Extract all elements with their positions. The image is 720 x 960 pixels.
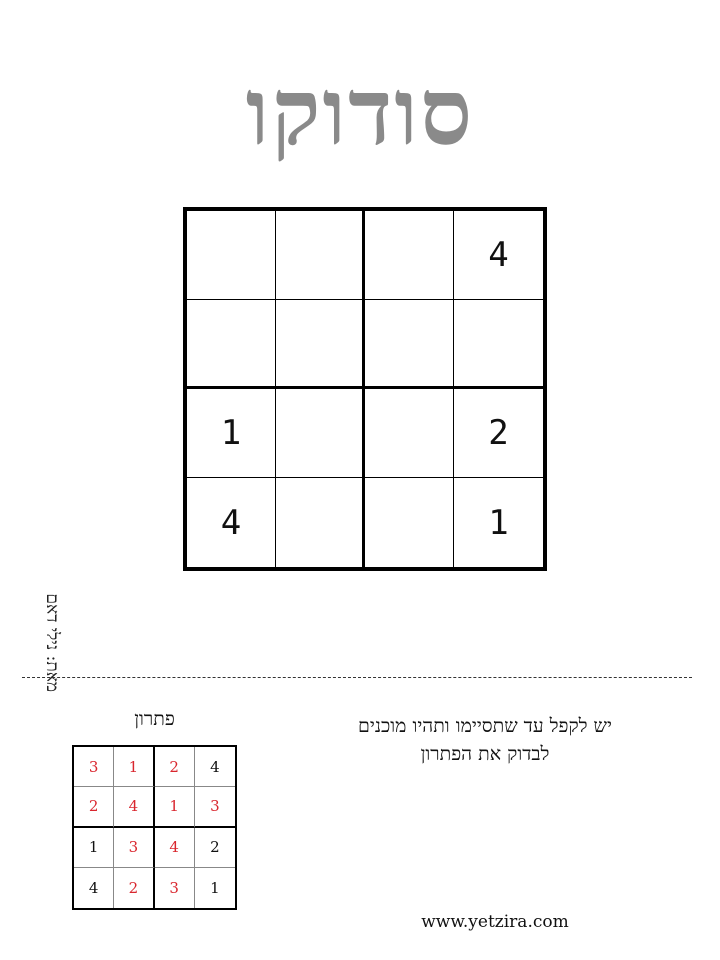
page-title: סודוקו — [245, 58, 475, 166]
solution-cell: 3 — [195, 787, 235, 827]
puzzle-cell[interactable]: 2 — [454, 389, 543, 478]
fold-instructions — [300, 712, 670, 768]
solution-cell: 3 — [114, 828, 154, 868]
puzzle-cell[interactable] — [276, 478, 365, 567]
puzzle-cell[interactable] — [276, 300, 365, 389]
instructions-line-1: יש לקפל עד שתסיימו ותהיו מוכנים — [357, 715, 612, 737]
solution-cell: 1 — [155, 787, 195, 827]
solution-cell: 4 — [195, 747, 235, 787]
solution-cell: 2 — [114, 868, 154, 908]
puzzle-cell[interactable] — [365, 478, 454, 567]
author-credit: מאת: נילי דאם — [42, 593, 62, 692]
puzzle-cell[interactable]: 4 — [187, 478, 276, 567]
solution-cell: 3 — [155, 868, 195, 908]
fold-dashed-line — [22, 677, 692, 678]
solution-cell: 1 — [210, 878, 220, 897]
instructions-line-2: לבדוק את הפתרון — [420, 743, 550, 765]
puzzle-cell[interactable] — [365, 211, 454, 300]
puzzle-cell[interactable]: 4 — [454, 211, 543, 300]
puzzle-cell[interactable] — [187, 211, 276, 300]
solution-cell: 4 — [74, 868, 114, 908]
puzzle-cell[interactable] — [365, 300, 454, 389]
puzzle-cell[interactable] — [454, 300, 543, 389]
solution-cell: 2 — [195, 828, 235, 868]
solution-cell: 3 — [74, 747, 114, 787]
solution-cell: 2 — [74, 787, 114, 827]
puzzle-cell[interactable] — [365, 389, 454, 478]
puzzle-cell[interactable] — [276, 211, 365, 300]
puzzle-cell[interactable] — [187, 300, 276, 389]
solution-cell: 4 — [114, 787, 154, 827]
solution-cell: 2 — [155, 747, 195, 787]
solution-cell: 4 — [155, 828, 195, 868]
solution-title: פתרון — [134, 708, 175, 730]
puzzle-cell[interactable]: 1 — [488, 502, 509, 543]
solution-cell: 1 — [114, 747, 154, 787]
sudoku-solution-grid — [72, 745, 237, 910]
puzzle-cell[interactable] — [276, 389, 365, 478]
solution-cell: 1 — [74, 828, 114, 868]
website-url: www.yetzira.com — [421, 912, 569, 932]
puzzle-cell[interactable]: 1 — [187, 389, 276, 478]
sudoku-puzzle-grid — [183, 207, 547, 571]
